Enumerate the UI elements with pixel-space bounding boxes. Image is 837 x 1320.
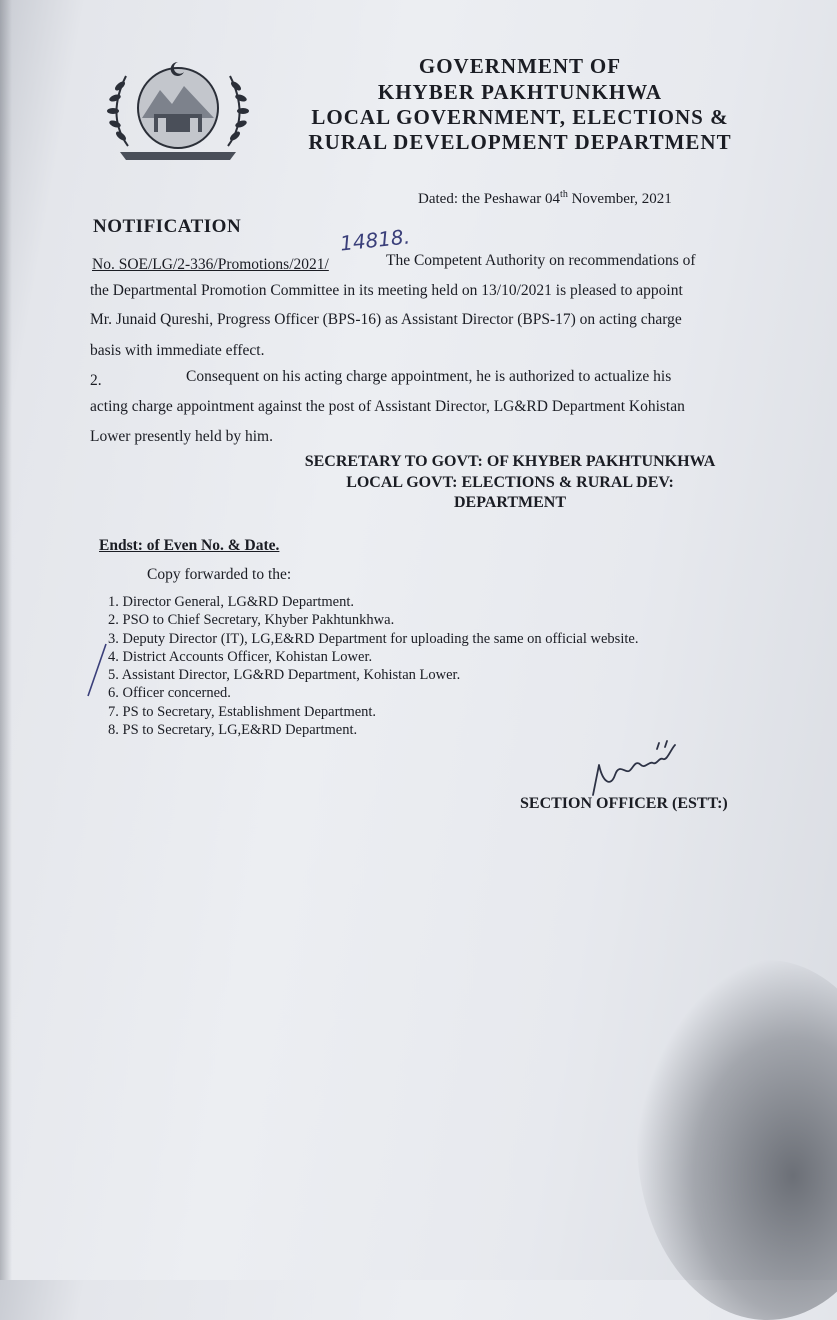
header-line-4: RURAL DEVELOPMENT DEPARTMENT [308,130,732,154]
copy-forwarded-label: Copy forwarded to the: [147,566,292,583]
para2-line1: Consequent on his acting charge appointment, he is authorized to actualize his [186,368,672,385]
reference-number [92,256,329,274]
reference-text: No. SOE/LG/2-336/Promotions/2021/ [92,256,329,273]
list-item: 1. Director General, LG&RD Department. [108,594,355,610]
list-item: 8. PS to Secretary, LG,E&RD Department. [108,722,358,739]
list-item: 5. Assistant Director, LG&RD Department, Kohistan Lower. [108,667,461,684]
endorsement-title: Endst: of Even No. & Date. [99,537,280,554]
para1-line3: Mr. Junaid Qureshi, Progress Officer (BPS-16) as Assistant Director (BPS-17) on acting charge [90,311,682,328]
secretary-line-2: LOCAL GOVT: ELECTIONS & RURAL DEV: [346,474,674,491]
para2-line3: Lower presently held by him. [90,428,273,445]
photo-shadow [637,960,837,1320]
dated-line [418,189,672,208]
government-emblem-icon [98,56,258,164]
secretary-line-3: DEPARTMENT [453,494,567,511]
section-officer-designation: SECTION OFFICER (ESTT:) [520,795,728,812]
para1-line1: The Competent Authority on recommendations of [386,252,696,269]
header-line-3: LOCAL GOVERNMENT, ELECTIONS & [311,105,729,129]
list-item: 4. District Accounts Officer, Kohistan Lower. [108,648,373,665]
pen-mark-icon [82,640,112,700]
list-item: 6. Officer concerned. [108,685,231,702]
para2-line2: acting charge appointment against the post of Assistant Director, LG&RD Department Kohistan [90,398,685,415]
distribution-list [108,593,638,739]
notification-title: NOTIFICATION [93,216,242,237]
list-item: 2. PSO to Chief Secretary, Khyber Pakhtunkhwa. [108,612,395,629]
paper-edge-shade [0,0,12,1280]
para2-number: 2. [90,372,102,389]
handwritten-diary-number: 14818. [338,224,412,256]
dated-sup: th [560,189,568,200]
header-line-1: GOVERNMENT OF [418,54,622,78]
list-item: 7. PS to Secretary, Establishment Department. [108,703,377,720]
para1-line4: basis with immediate effect. [90,342,265,359]
header-line-2: KHYBER PAKHTUNKHWA [377,80,663,104]
dated-prefix: Dated: the Peshawar 04 [418,191,561,207]
secretary-line-1: SECRETARY TO GOVT: OF KHYBER PAKHTUNKHWA [304,453,716,470]
list-item: 3. Deputy Director (IT), LG,E&RD Department for uploading the same on official website. [108,630,639,647]
para1-line2: the Departmental Promotion Committee in its meeting held on 13/10/2021 is pleased to appoint [90,282,683,299]
dated-suffix: November, 2021 [567,191,672,207]
